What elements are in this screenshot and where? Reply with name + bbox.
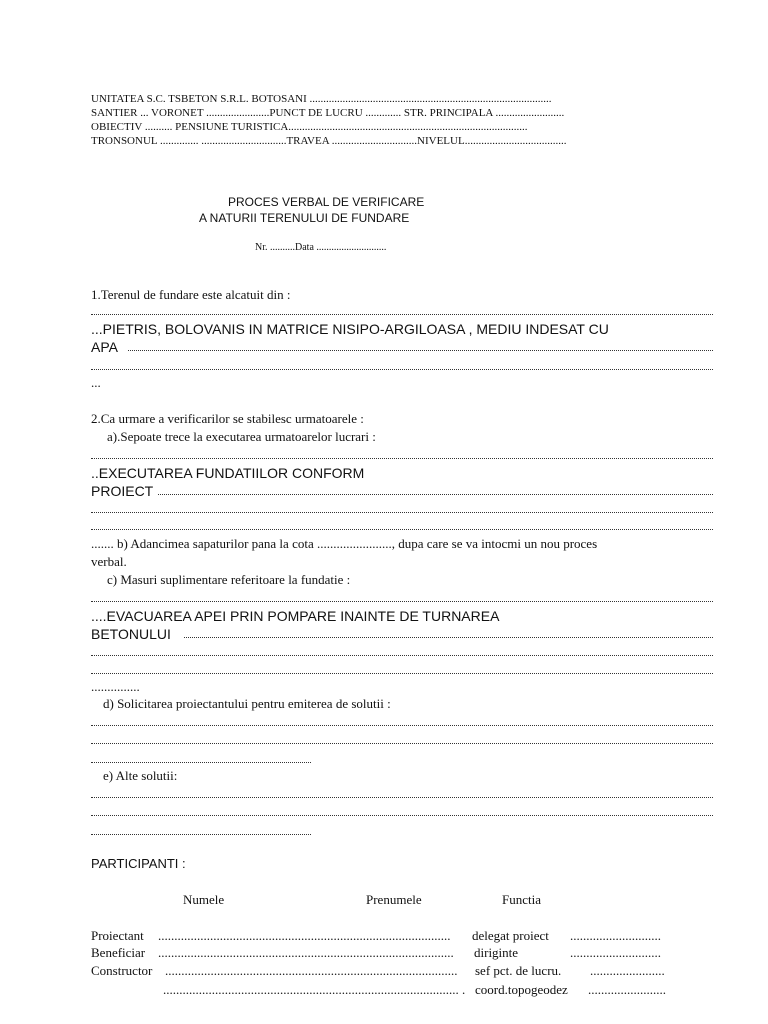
section1-heading: 1.Terenul de fundare este alcatuit din :	[91, 287, 291, 302]
participant-function-field: ........................	[588, 982, 666, 997]
participant-function: sef pct. de lucru.	[475, 963, 562, 978]
dotted-line	[91, 529, 713, 530]
col-header-function: Functia	[502, 892, 541, 907]
section2-heading: 2.Ca urmare a verificarilor se stabilesc urmatoarele :	[91, 411, 364, 426]
section1-fill-line1: ...PIETRIS, BOLOVANIS IN MATRICE NISIPO-ARGILOASA , MEDIU INDESAT CU	[91, 321, 609, 337]
dotted-line	[91, 797, 713, 798]
participant-function-field: .......................	[590, 963, 665, 978]
participant-role: Proiectant	[91, 928, 144, 943]
participant-role: Constructor	[91, 963, 153, 978]
participant-name-field: ...........................................................................................	[158, 945, 454, 960]
participant-function: delegat proiect	[472, 928, 549, 943]
section1-fill-line2: APA	[91, 339, 118, 355]
participants-heading: PARTICIPANTI :	[91, 856, 186, 871]
participant-name-field: ........................................................................................... .	[163, 982, 466, 997]
item-e-label: e) Alte solutii:	[103, 768, 178, 783]
dotted-line	[184, 637, 713, 638]
dotted-line	[91, 834, 311, 835]
header-obiectiv: OBIECTIV .......... PENSIUNE TURISTICA.......................................................................................	[91, 121, 528, 133]
participant-role: Beneficiar	[91, 945, 146, 960]
header-tronson: TRONSONUL .............. ...............................TRAVEA ...............................NIVELUL.....................................	[91, 135, 567, 147]
dotted-line	[91, 673, 713, 674]
participant-function-field: ............................	[570, 928, 661, 943]
item-a-fill-line2: PROIECT	[91, 483, 154, 499]
dotted-line	[128, 350, 713, 351]
item-c-fill-line1: ....EVACUAREA APEI PRIN POMPARE INAINTE DE TURNAREA	[91, 608, 500, 624]
participant-name-field: ..........................................................................................	[158, 928, 451, 943]
document-subtitle: A NATURII TERENULUI DE FUNDARE	[199, 211, 410, 225]
header-santier: SANTIER ... VORONET .......................PUNCT DE LUCRU ............. STR. PRINCIPALA .........................	[91, 107, 565, 119]
dotted-line	[91, 458, 713, 459]
header-unitatea: UNITATEA S.C. TSBETON S.R.L. BOTOSANI ........................................................................................	[91, 93, 552, 105]
section1-end-dots: ...	[91, 375, 101, 390]
item-c-end-dots: ...............	[91, 679, 140, 694]
participant-function: diriginte	[474, 945, 519, 960]
dotted-line	[91, 655, 713, 656]
participant-function: coord.topogeodez	[475, 982, 568, 997]
item-a-fill-line1: ..EXECUTAREA FUNDATIILOR CONFORM	[91, 465, 365, 481]
dotted-line	[91, 314, 713, 315]
col-header-surname: Prenumele	[366, 892, 422, 907]
col-header-name: Numele	[183, 892, 225, 907]
item-b-line2: verbal.	[91, 554, 127, 569]
document-title: PROCES VERBAL DE VERIFICARE	[228, 195, 425, 209]
dotted-line	[158, 494, 713, 495]
item-a-label: a).Sepoate trece la executarea urmatoarelor lucrari :	[107, 429, 376, 444]
dotted-line	[91, 762, 311, 763]
dotted-line	[91, 369, 713, 370]
dotted-line	[91, 815, 713, 816]
item-b-line1: ....... b) Adancimea sapaturilor pana la cota ......................., dupa care se va intocmi un nou proces	[91, 536, 598, 551]
item-d-label: d) Solicitarea proiectantului pentru emiterea de solutii :	[103, 696, 391, 711]
dotted-line	[91, 512, 713, 513]
nr-data-line: Nr. ..........Data ............................	[255, 242, 387, 253]
dotted-line	[91, 725, 713, 726]
dotted-line	[91, 601, 713, 602]
item-c-fill-line2: BETONULUI	[91, 626, 171, 642]
participant-function-field: ............................	[570, 945, 661, 960]
item-c-label: c) Masuri suplimentare referitoare la fundatie :	[107, 572, 351, 587]
participant-name-field: ..........................................................................................	[165, 963, 458, 978]
dotted-line	[91, 743, 713, 744]
